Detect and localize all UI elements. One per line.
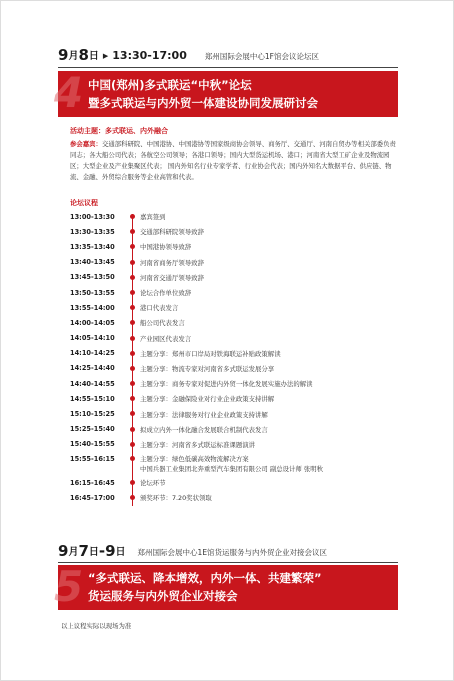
agenda-desc-line2: 中国兵器工业集团北奔重型汽车集团有限公司 副总设计师 张明秋 xyxy=(140,464,323,473)
section5-number: 5 xyxy=(54,562,84,611)
agenda-desc: 论坛环节 xyxy=(140,479,166,488)
agenda-desc: 颁奖环节：7.20奖状领取 xyxy=(140,494,212,503)
section5-title-line1: “多式联运、降本增效，内外一体、共建繁荣” xyxy=(88,571,322,585)
section5-banner xyxy=(54,562,398,611)
section4-day: 8 xyxy=(78,46,89,64)
agenda-desc: 河南省交通厅领导致辞 xyxy=(140,273,204,282)
agenda-row xyxy=(70,391,400,406)
section5-end-char: 日 xyxy=(115,547,126,558)
agenda-time: 13:40-13:45 xyxy=(70,258,115,267)
footer-note: 以上议程实际以现场为准 xyxy=(61,622,132,630)
agenda-desc: 论坛合作单位致辞 xyxy=(140,289,192,298)
timeline-dot-icon xyxy=(130,275,135,280)
section5-range-sep: - xyxy=(98,542,106,560)
section5-title-line2: 货运服务与内外贸企业对接会 xyxy=(88,589,238,603)
triangle-icon: ▶ xyxy=(102,52,109,60)
timeline-dot-icon xyxy=(130,244,135,249)
agenda-desc: 交通部科研院领导致辞 xyxy=(140,228,204,237)
section4-banner xyxy=(54,68,398,117)
agenda-row xyxy=(70,452,400,475)
timeline-dot-icon xyxy=(130,229,135,234)
agenda-row xyxy=(70,346,400,361)
agenda-desc: 主题分享：物流专家对河南省多式联运发展分享 xyxy=(140,364,275,373)
agenda-time: 13:50-13:55 xyxy=(70,288,115,297)
timeline-dot-icon xyxy=(130,366,135,371)
agenda-desc: 主题分享：金融保险业对行业企业政策支持讲解 xyxy=(140,395,275,404)
timeline-dot-icon xyxy=(130,351,135,356)
agenda-row xyxy=(70,224,400,239)
agenda-desc: 中国港协领导致辞 xyxy=(140,243,192,252)
agenda-time: 14:00-14:05 xyxy=(70,318,115,327)
section4-month-char: 月 xyxy=(68,51,79,62)
agenda-time: 15:55-16:15 xyxy=(70,455,115,463)
agenda-time: 14:25-14:40 xyxy=(70,364,115,373)
section5-day-end: 9 xyxy=(105,542,116,560)
agenda-row xyxy=(70,437,400,452)
agenda-time: 13:35-13:40 xyxy=(70,242,115,251)
agenda-row xyxy=(70,475,400,490)
section4-theme: 活动主题：多式联运、内外融合 xyxy=(70,127,168,135)
section5-month: 9 xyxy=(58,542,69,560)
section5-day-char: 日 xyxy=(88,547,99,558)
divider xyxy=(58,562,398,563)
agenda-row xyxy=(70,406,400,421)
agenda-title: 论坛议程 xyxy=(70,199,98,207)
timeline-dot-icon xyxy=(130,495,135,500)
agenda-desc: 港口代表发言 xyxy=(140,304,179,313)
guests-text: 交通部科研院、中国港协、中国港协等国家级商协会领导、商务厅、交通厅、河南自贸办等相关部委负责同志；各大船公司代表；各航空公司领导；各港口领导；国内大型货运机场、港口；河南省大型工矿企业及物流园区；大型企业及产业集聚区代表； 国内外知名行业专家学者、行业协会代表；国内外知名大数据平台、供应链、物流、金融、外贸综合服务等企业高管和代表。 xyxy=(70,140,396,181)
agenda-row xyxy=(70,361,400,376)
agenda-desc: 主题分享：商务专家对促进内外贸一体化发展实施办法的解读 xyxy=(140,380,313,389)
agenda-time: 13:30-13:35 xyxy=(70,227,115,236)
agenda-time: 14:10-14:25 xyxy=(70,349,115,358)
agenda-time: 16:45-17:00 xyxy=(70,493,115,502)
agenda-time: 15:25-15:40 xyxy=(70,425,115,434)
timeline-dot-icon xyxy=(130,456,135,461)
section4-date-header xyxy=(58,45,438,63)
agenda-time: 14:55-15:10 xyxy=(70,394,115,403)
section4-title-line2: 暨多式联运与内外贸一体建设协同发展研讨会 xyxy=(88,96,318,110)
section5-venue: 郑州国际会展中心1E馆货运服务与内外贸企业对接会议区 xyxy=(137,548,328,557)
section5-day-start: 7 xyxy=(78,542,89,560)
section4-month: 9 xyxy=(58,46,69,64)
agenda-row xyxy=(70,376,400,391)
timeline-dot-icon xyxy=(130,396,135,401)
timeline-dot-icon xyxy=(130,305,135,310)
section4-venue: 郑州国际会展中心1F馆会议论坛区 xyxy=(204,52,319,61)
timeline-dot-icon xyxy=(130,442,135,447)
agenda-row xyxy=(70,209,400,224)
timeline-dot-icon xyxy=(130,260,135,265)
divider xyxy=(58,67,398,68)
agenda-row xyxy=(70,490,400,505)
timeline-dot-icon xyxy=(130,214,135,219)
agenda-desc: 主题分享：郑州市口岸局对铁海联运补贴政策解读 xyxy=(140,349,281,358)
agenda-time: 13:00-13:30 xyxy=(70,212,115,221)
agenda-desc: 主题分享：河南省多式联运标准课题演讲 xyxy=(140,440,256,449)
agenda-row xyxy=(70,300,400,315)
agenda-time: 14:05-14:10 xyxy=(70,334,115,343)
agenda-row xyxy=(70,285,400,300)
agenda-time: 15:10-15:25 xyxy=(70,410,115,419)
agenda-row xyxy=(70,270,400,285)
timeline-dot-icon xyxy=(130,427,135,432)
agenda-time: 14:40-14:55 xyxy=(70,379,115,388)
agenda-row xyxy=(70,239,400,254)
section5-date-header xyxy=(58,541,438,559)
agenda-time: 15:40-15:55 xyxy=(70,440,115,449)
agenda-row xyxy=(70,422,400,437)
section4-guests xyxy=(70,139,400,183)
timeline-dot-icon xyxy=(130,480,135,485)
section4-number: 4 xyxy=(54,68,84,117)
timeline-dot-icon xyxy=(130,320,135,325)
agenda-desc: 主题分享：法律服务对行业企业政策支持讲解 xyxy=(140,410,268,419)
section5-month-char: 月 xyxy=(68,547,79,558)
agenda-desc: 河南省商务厅领导致辞 xyxy=(140,258,204,267)
agenda-time: 13:55-14:00 xyxy=(70,303,115,312)
agenda-list xyxy=(70,209,400,505)
agenda-desc: 产业园区代表发言 xyxy=(140,334,192,343)
agenda-desc xyxy=(140,452,323,474)
timeline-dot-icon xyxy=(130,290,135,295)
section4-time: 13:30-17:00 xyxy=(112,49,187,62)
guests-label: 参会嘉宾： xyxy=(70,140,102,148)
agenda-desc: 嘉宾签到 xyxy=(140,213,166,222)
agenda-desc-line1: 主题分享：绿色低碳高效物流解决方案 xyxy=(140,455,249,463)
agenda-row xyxy=(70,255,400,270)
agenda-desc: 拟成立内外一体化融合发展联合机制代表发言 xyxy=(140,425,268,434)
timeline-dot-icon xyxy=(130,411,135,416)
section4-day-char: 日 xyxy=(88,51,99,62)
timeline-dot-icon xyxy=(130,336,135,341)
agenda-desc: 船公司代表发言 xyxy=(140,319,185,328)
agenda-time: 13:45-13:50 xyxy=(70,273,115,282)
agenda-row xyxy=(70,315,400,330)
agenda-row xyxy=(70,331,400,346)
section4-title-line1: 中国(郑州)多式联运“中秋”论坛 xyxy=(88,78,252,92)
timeline-dot-icon xyxy=(130,381,135,386)
agenda-time: 16:15-16:45 xyxy=(70,478,115,487)
